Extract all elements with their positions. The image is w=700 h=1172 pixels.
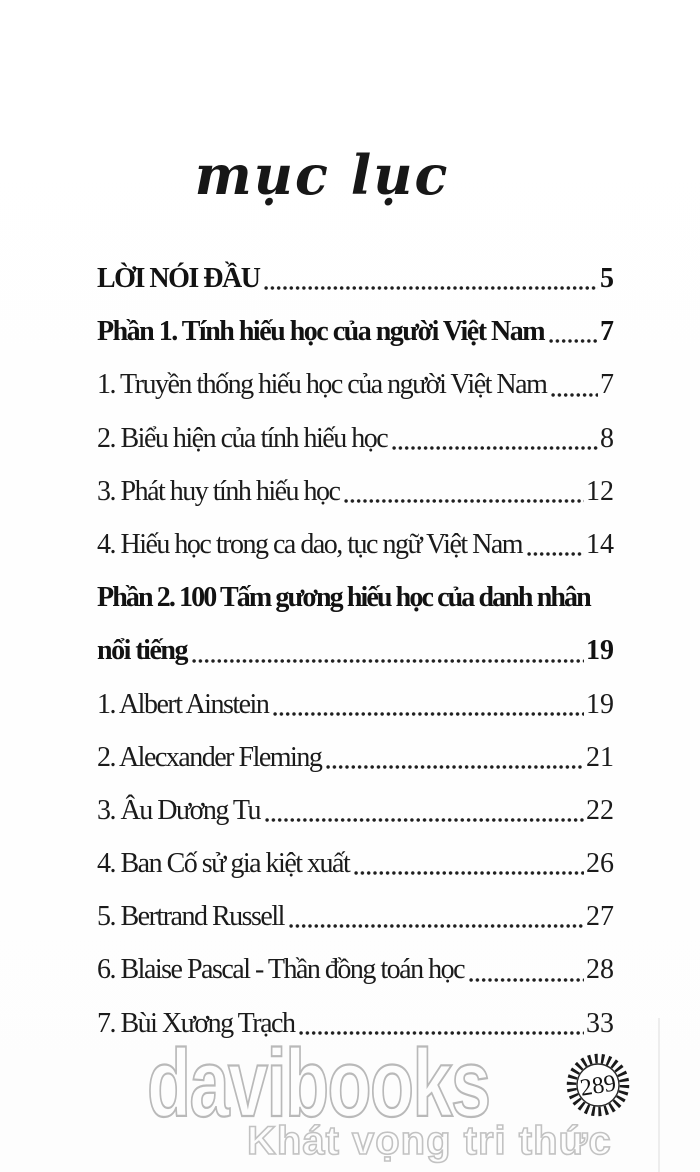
dot-leader — [391, 445, 598, 451]
dot-leader — [353, 870, 584, 876]
dot-leader — [548, 338, 598, 344]
toc-entry-label: 1. Albert Ainstein — [97, 688, 269, 720]
toc-entry-page: 8 — [600, 422, 614, 454]
toc-entry — [97, 412, 614, 465]
toc-entry-label: 2. Alecxander Fleming — [97, 741, 322, 773]
toc-entry-page: 26 — [586, 848, 614, 880]
scan-edge-artifact — [658, 1018, 660, 1172]
toc-entry-label: 4. Ban Cố sử gia kiệt xuất — [97, 848, 350, 880]
toc-entry-page: 27 — [586, 901, 614, 933]
dot-leader — [468, 977, 584, 983]
dot-leader — [288, 923, 584, 929]
toc-entry-label: 7. Bùi Xương Trạch — [97, 1007, 295, 1039]
toc-entry-page: 12 — [586, 475, 614, 507]
toc-entry — [97, 518, 614, 571]
toc-entry-label: 1. Truyền thống hiếu học của người Việt Nam — [97, 369, 547, 401]
toc-entry-label: 3. Phát huy tính hiếu học — [97, 475, 340, 507]
toc-entry-page: 21 — [586, 741, 614, 773]
toc-entry — [97, 731, 614, 784]
dot-leader — [526, 551, 584, 557]
toc-entry-label: 3. Âu Dương Tu — [97, 794, 261, 826]
dot-leader — [263, 285, 598, 291]
toc-entry-label: Phần 1. Tính hiếu học của người Việt Nam — [97, 316, 545, 348]
toc-entry-page: 5 — [600, 263, 614, 294]
toc-entry — [97, 465, 614, 518]
dot-leader — [298, 1030, 584, 1036]
toc-entry-label: Phần 2. 100 Tấm gương hiếu học của danh nhân — [97, 582, 590, 614]
toc-entry — [97, 678, 614, 731]
toc-entry — [97, 571, 614, 624]
toc-entry-label: 6. Blaise Pascal - Thần đồng toán học — [97, 954, 465, 986]
toc-entry — [97, 305, 614, 358]
toc-entry-page: 19 — [586, 688, 614, 720]
toc-entry-label: 4. Hiếu học trong ca dao, tục ngữ Việt Nam — [97, 528, 523, 560]
toc-entry-page: 28 — [586, 954, 614, 986]
toc-entry — [97, 943, 614, 996]
toc-entry-page: 7 — [600, 316, 614, 348]
toc-entry-page: 19 — [586, 635, 614, 667]
dot-leader — [191, 658, 584, 664]
dot-leader — [272, 711, 584, 717]
dot-leader — [343, 498, 584, 504]
dot-leader — [264, 817, 584, 823]
toc-entry-page: 22 — [586, 794, 614, 826]
page-number-stamp — [561, 1048, 635, 1122]
toc-entry — [97, 624, 614, 677]
toc-entry — [97, 890, 614, 943]
toc-entry — [97, 358, 614, 411]
stamp-page-number: 289 — [578, 1070, 618, 1102]
toc-entry — [97, 784, 614, 837]
toc-entry-page: 7 — [600, 369, 614, 401]
page-title: mục lục — [194, 143, 450, 207]
toc-list — [97, 252, 614, 1050]
toc-entry-page: 14 — [586, 528, 614, 560]
toc-entry — [97, 252, 614, 305]
toc-entry — [97, 837, 614, 890]
toc-entry-label: 2. Biểu hiện của tính hiếu học — [97, 422, 388, 454]
toc-entry-label: nổi tiếng — [97, 635, 187, 667]
toc-entry-label: LỜI NÓI ĐẦU — [97, 263, 260, 294]
toc-entry-label: 5. Bertrand Russell — [97, 901, 284, 933]
toc-entry — [97, 997, 614, 1050]
watermark-slogan: Khát vọng tri thức — [247, 1119, 612, 1163]
watermark-brand: davibooks — [147, 1030, 490, 1137]
toc-entry-page: 33 — [586, 1007, 614, 1039]
dot-leader — [550, 392, 598, 398]
dot-leader — [325, 764, 584, 770]
